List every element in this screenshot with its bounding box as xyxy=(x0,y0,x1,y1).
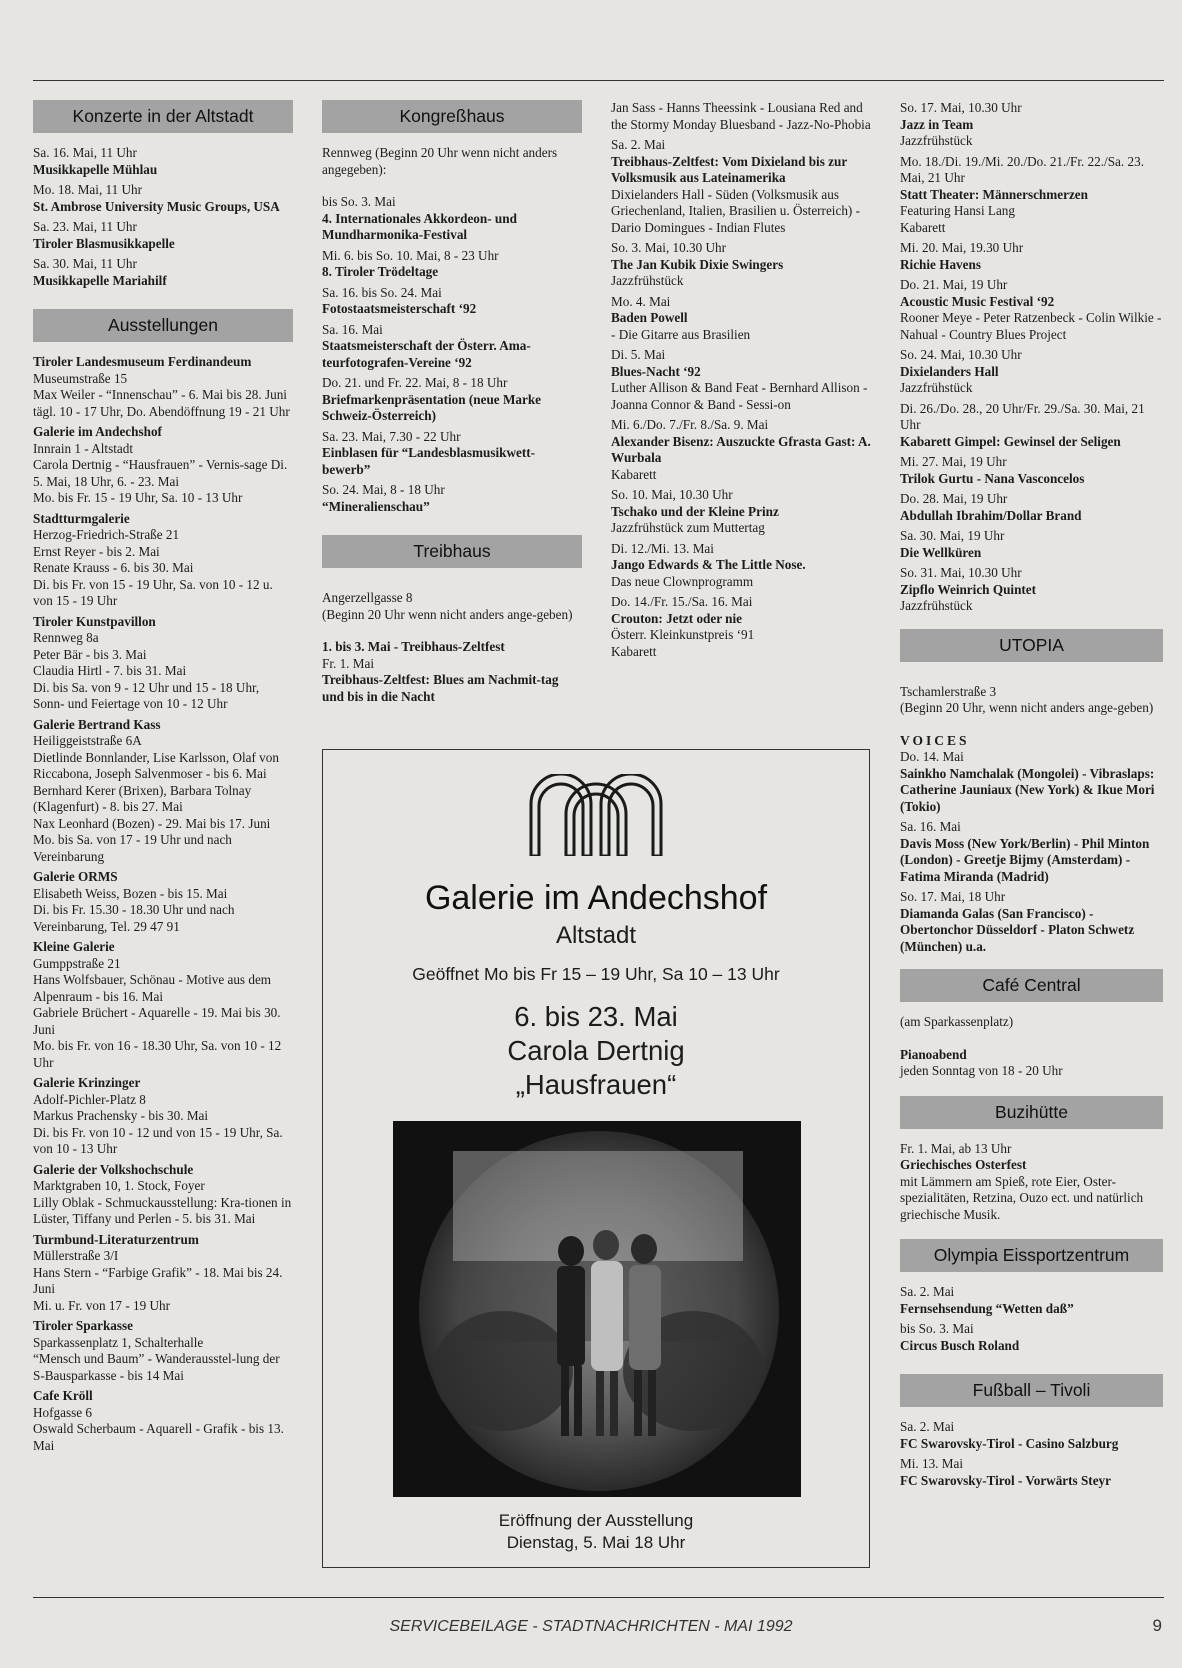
exhibition-entry xyxy=(33,939,293,1071)
event-title: 8. Tiroler Trödeltage xyxy=(322,264,439,279)
col3-lead: Jan Sass - Hanns Theessink - Lousiana Red and the Stormy Monday Bluesband - Jazz-No-Phobia xyxy=(611,100,871,132)
section-header-ausstellungen: Ausstellungen xyxy=(33,309,293,342)
exhibition-detail: Gabriele Brüchert - Aquarelle - 19. Mai bis 30. Juni xyxy=(33,1005,281,1037)
event-date: So. 3. Mai, 10.30 Uhr xyxy=(611,240,727,255)
event-date: Di. 5. Mai xyxy=(611,347,666,362)
event-date: Sa. 2. Mai xyxy=(900,1284,955,1299)
event-date: Mi. 27. Mai, 19 Uhr xyxy=(900,454,1007,469)
event-entry xyxy=(322,429,582,479)
event-title: Abdullah Ibrahim/Dollar Brand xyxy=(900,507,1082,523)
event-title: FC Swarovsky-Tirol - Casino Salzburg xyxy=(900,1435,1119,1451)
event-title: Briefmarkenpräsentation (neue Marke Schweiz-Österreich) xyxy=(322,391,542,423)
exhibition-entry xyxy=(33,1388,293,1454)
event-entry xyxy=(900,1419,1163,1452)
event-entry xyxy=(900,1284,1163,1317)
kongresshaus-intro: Rennweg (Beginn 20 Uhr wenn nicht anders angegeben): xyxy=(322,145,558,177)
exhibition-venue: Galerie der Volkshochschule xyxy=(33,1161,194,1177)
exhibition-detail: Mo. bis Fr. von 16 - 18.30 Uhr, Sa. von 10 - 12 Uhr xyxy=(33,1038,282,1070)
exhibition-detail: Markus Prachensky - bis 30. Mai xyxy=(33,1108,209,1123)
event-date: Sa. 30. Mai, 11 Uhr xyxy=(33,256,137,271)
exhibition-detail: Oswald Scherbaum - Aquarell - Grafik - bis 13. Mai xyxy=(33,1421,284,1453)
exhibition-detail: Nax Leonhard (Bozen) - 29. Mai bis 17. Juni xyxy=(33,815,271,831)
event-detail: Kabarett xyxy=(611,643,657,659)
event-entry xyxy=(900,528,1163,561)
column-2 xyxy=(322,100,582,709)
exhibition-detail: Mi. u. Fr. von 17 - 19 Uhr xyxy=(33,1297,171,1313)
event-title: Circus Busch Roland xyxy=(900,1337,1020,1353)
photo-illustration xyxy=(393,1121,801,1497)
page-number: 9 xyxy=(1152,1616,1162,1635)
exhibition-venue: Turmbund-Literaturzentrum xyxy=(33,1231,199,1247)
event-date: bis So. 3. Mai xyxy=(900,1321,974,1336)
exhibition-detail: tägl. 10 - 17 Uhr, Do. Abendöffnung 19 - 21 Uhr xyxy=(33,403,290,419)
exhibition-entry xyxy=(33,869,293,935)
exhibition-venue: Galerie ORMS xyxy=(33,869,118,884)
exhibition-detail: Max Weiler - “Innenschau” - 6. Mai bis 28. Juni xyxy=(33,387,287,402)
fussball-list xyxy=(900,1419,1163,1489)
event-title: Tschako und der Kleine Prinz xyxy=(611,503,779,519)
event-title: 4. Internationales Akkordeon- und Mundharmonika-Festival xyxy=(322,210,517,242)
exhibition-photo xyxy=(393,1121,801,1497)
exhibition-detail: Peter Bär - bis 3. Mai xyxy=(33,646,147,662)
event-date: Mi. 13. Mai xyxy=(900,1456,964,1471)
utopia-note: (Beginn 20 Uhr, wenn nicht anders ange-geben) xyxy=(900,700,1154,715)
event-date: Sa. 2. Mai xyxy=(900,1419,955,1434)
exhibition-entry xyxy=(33,717,293,866)
event-detail: Jazzfrühstück xyxy=(611,273,684,288)
top-rule xyxy=(33,80,1164,81)
event-detail: Featuring Hansi Lang xyxy=(900,203,1015,218)
event-date: Mo. 18./Di. 19./Mi. 20./Do. 21./Fr. 22./Sa. 23. Mai, 21 Uhr xyxy=(900,153,1144,185)
event-detail: Jazzfrühstück xyxy=(900,133,973,148)
exhibition-detail: Renate Krauss - 6. bis 30. Mai xyxy=(33,560,194,575)
event-title: Baden Powell xyxy=(611,310,688,325)
exhibition-detail: Bernhard Kerer (Brixen), Barbara Tolnay (Klagenfurt) - 8. bis 27. Mai xyxy=(33,782,252,814)
event-entry xyxy=(33,145,293,178)
section-header-buzihuette: Buzihütte xyxy=(900,1096,1163,1129)
event-entry xyxy=(611,487,873,537)
exhibition-venue: Cafe Kröll xyxy=(33,1388,93,1403)
event-entry xyxy=(900,347,1163,397)
event-entry xyxy=(322,248,582,281)
ad-hours: Geöffnet Mo bis Fr 15 – 19 Uhr, Sa 10 – 13 Uhr xyxy=(412,964,780,984)
event-entry xyxy=(322,375,582,425)
event-entry xyxy=(900,1321,1163,1354)
ad-opening-line-2: Dienstag, 5. Mai 18 Uhr xyxy=(506,1533,686,1552)
exhibition-entry xyxy=(33,424,293,507)
exhibition-detail: Museumstraße 15 xyxy=(33,370,128,386)
event-title: Kabarett Gimpel: Gewinsel der Seligen xyxy=(900,433,1121,449)
event-date: Mo. 4. Mai xyxy=(611,293,671,309)
event-entry xyxy=(611,240,873,290)
ausstellungen-list xyxy=(33,354,293,1454)
event-date: Mi. 20. Mai, 19.30 Uhr xyxy=(900,240,1024,255)
event-entry xyxy=(900,401,1163,451)
section-header-utopia: UTOPIA xyxy=(900,629,1163,662)
event-title: Treibhaus-Zeltfest: Blues am Nachmit-tag und bis in die Nacht xyxy=(322,672,559,704)
exhibition-venue: Kleine Galerie xyxy=(33,939,115,954)
konzerte-list xyxy=(33,145,293,289)
event-date: So. 24. Mai, 8 - 18 Uhr xyxy=(322,482,445,497)
exhibition-detail: Heiliggeiststraße 6A xyxy=(33,733,142,748)
exhibition-detail: Carola Dertnig - “Hausfrauen” - Vernis-sage Di. 5. Mai, 18 Uhr, 6. - 23. Mai xyxy=(33,457,288,489)
col4-list xyxy=(900,100,1163,615)
event-title: Tiroler Blasmusikkapelle xyxy=(33,235,175,251)
event-date: Do. 21. Mai, 19 Uhr xyxy=(900,277,1008,292)
exhibition-detail: Di. bis Sa. von 9 - 12 Uhr und 15 - 18 Uhr, Sonn- und Feiertage von 10 - 12 Uhr xyxy=(33,679,260,711)
utopia-lineup: Sainkho Namchalak (Mongolei) - Vibraslaps: Catherine Jauniaux (New York) & Ikue Mori (Tokio) xyxy=(900,765,1155,814)
footer-text: SERVICEBEILAGE - STADTNACHRICHTEN - MAI 1992 xyxy=(389,1618,793,1635)
event-detail: Jazzfrühstück xyxy=(900,380,973,395)
ad-title: Galerie im Andechshof xyxy=(424,879,768,917)
exhibition-venue: Tiroler Sparkasse xyxy=(33,1318,134,1333)
event-date: Do. 21. und Fr. 22. Mai, 8 - 18 Uhr xyxy=(322,375,508,390)
exhibition-venue: Galerie Bertrand Kass xyxy=(33,716,161,732)
utopia-list xyxy=(900,749,1163,955)
utopia-date: So. 17. Mai, 18 Uhr xyxy=(900,889,1006,904)
event-date: Fr. 1. Mai xyxy=(322,655,375,671)
utopia-address: Tschamlerstraße 3 xyxy=(900,683,997,699)
event-entry xyxy=(611,594,873,660)
column-1 xyxy=(33,100,293,1458)
exhibition-entry xyxy=(33,511,293,610)
buzihuette-date: Fr. 1. Mai, ab 13 Uhr xyxy=(900,1140,1012,1156)
exhibition-entry xyxy=(33,1232,293,1315)
event-entry xyxy=(900,154,1163,237)
event-entry xyxy=(322,322,582,372)
event-title: Richie Havens xyxy=(900,256,981,272)
exhibition-venue: Galerie im Andechshof xyxy=(33,424,162,439)
event-detail: Österr. Kleinkunstpreis ‘91 xyxy=(611,627,755,642)
cafe-central-time: jeden Sonntag von 18 - 20 Uhr xyxy=(900,1063,1063,1078)
event-date: So. 10. Mai, 10.30 Uhr xyxy=(611,487,733,502)
utopia-entry xyxy=(900,749,1163,815)
utopia-entry xyxy=(900,889,1163,955)
event-title: Staatsmeisterschaft der Österr. Ama-teurfotografen-Vereine ‘92 xyxy=(322,338,531,370)
ad-subtitle: Altstadt xyxy=(555,922,637,949)
event-title: Crouton: Jetzt oder nie xyxy=(611,610,742,626)
event-date: Sa. 30. Mai, 19 Uhr xyxy=(900,528,1005,543)
event-date: Sa. 23. Mai, 11 Uhr xyxy=(33,219,137,234)
exhibition-detail: Hofgasse 6 xyxy=(33,1404,92,1420)
exhibition-entry xyxy=(33,1162,293,1228)
exhibition-detail: Ernst Reyer - bis 2. Mai xyxy=(33,543,160,559)
gallery-arches-logo xyxy=(527,774,665,856)
column-4 xyxy=(900,100,1163,1493)
event-title: Fernsehsendung “Wetten daß” xyxy=(900,1300,1074,1316)
event-date: Sa. 16. Mai xyxy=(322,321,383,337)
buzihuette-title: Griechisches Osterfest xyxy=(900,1157,1027,1172)
event-date: So. 24. Mai, 10.30 Uhr xyxy=(900,347,1022,362)
exhibition-detail: Innrain 1 - Altstadt xyxy=(33,440,133,456)
exhibition-entry xyxy=(33,1075,293,1158)
event-entry xyxy=(611,294,873,344)
event-entry xyxy=(33,219,293,252)
event-title: Statt Theater: Männerschmerzen xyxy=(900,186,1088,202)
utopia-entry xyxy=(900,819,1163,885)
event-date: Sa. 16. Mai, 11 Uhr xyxy=(33,145,137,160)
event-detail: Luther Allison & Band Feat - Bernhard Allison - Joanna Connor & Band - Sessi-on xyxy=(611,380,868,412)
event-date: Mi. 6./Do. 7./Fr. 8./Sa. 9. Mai xyxy=(611,417,769,432)
event-title: Blues-Nacht ‘92 xyxy=(611,363,701,379)
section-header-konzerte: Konzerte in der Altstadt xyxy=(33,100,293,133)
exhibition-venue: Tiroler Landesmuseum Ferdinandeum xyxy=(33,354,252,369)
exhibition-entry xyxy=(33,614,293,713)
treibhaus-list xyxy=(322,656,582,706)
event-title: The Jan Kubik Dixie Swingers xyxy=(611,256,784,272)
event-title: Die Wellküren xyxy=(900,544,982,560)
ad-dates: 6. bis 23. Mai xyxy=(514,1001,678,1032)
exhibition-detail: Hans Wolfsbauer, Schönau - Motive aus dem Alpenraum - bis 16. Mai xyxy=(33,972,272,1004)
event-entry xyxy=(900,565,1163,615)
exhibition-venue: Galerie Krinzinger xyxy=(33,1075,141,1090)
exhibition-detail: Adolf-Pichler-Platz 8 xyxy=(33,1091,146,1107)
event-date: So. 31. Mai, 10.30 Uhr xyxy=(900,565,1022,580)
exhibition-detail: Gumppstraße 21 xyxy=(33,955,121,971)
event-title: Zipflo Weinrich Quintet xyxy=(900,581,1037,597)
event-date: Mo. 18. Mai, 11 Uhr xyxy=(33,182,143,197)
event-entry xyxy=(322,482,582,515)
event-entry xyxy=(322,194,582,244)
exhibition-detail: Mo. bis Sa. von 17 - 19 Uhr und nach Vereinbarung xyxy=(33,832,232,864)
event-detail: Jazzfrühstück zum Muttertag xyxy=(611,520,765,535)
event-detail: Das neue Clownprogramm xyxy=(611,573,754,589)
event-date: Di. 26./Do. 28., 20 Uhr/Fr. 29./Sa. 30. Mai, 21 Uhr xyxy=(900,400,1145,432)
event-entry xyxy=(900,277,1163,343)
event-entry xyxy=(611,347,873,413)
exhibition-detail: Müllerstraße 3/I xyxy=(33,1248,119,1263)
event-detail: Rooner Meye - Peter Ratzenbeck - Colin Wilkie - Nahual - Country Blues Project xyxy=(900,310,1162,342)
section-header-cafe-central: Café Central xyxy=(900,969,1163,1002)
event-entry xyxy=(322,656,582,706)
exhibition-detail: Herzog-Friedrich-Straße 21 xyxy=(33,527,180,542)
section-header-kongresshaus: Kongreßhaus xyxy=(322,100,582,133)
utopia-lineup: Diamanda Galas (San Francisco) - Obertonchor Düsseldorf - Platon Schwetz (München) u.a. xyxy=(900,905,1135,954)
event-entry xyxy=(322,285,582,318)
event-date: Sa. 2. Mai xyxy=(611,137,666,152)
col3-list xyxy=(611,137,873,660)
ad-opening-line-1: Eröffnung der Ausstellung xyxy=(498,1511,694,1530)
kongresshaus-list xyxy=(322,194,582,515)
section-header-fussball: Fußball – Tivoli xyxy=(900,1374,1163,1407)
olympia-list xyxy=(900,1284,1163,1354)
exhibition-venue: Stadtturmgalerie xyxy=(33,510,130,526)
exhibition-entry xyxy=(33,354,293,420)
exhibition-detail: Elisabeth Weiss, Bozen - bis 15. Mai xyxy=(33,885,228,901)
treibhaus-note: (Beginn 20 Uhr wenn nicht anders ange-geben) xyxy=(322,606,573,622)
event-entry xyxy=(900,240,1163,273)
exhibition-detail: Hans Stern - “Farbige Grafik” - 18. Mai bis 24. Juni xyxy=(33,1264,283,1296)
exhibition-detail: Di. bis Fr. von 10 - 12 und von 15 - 19 Uhr, Sa. von 10 - 13 Uhr xyxy=(33,1124,283,1156)
event-date: Do. 28. Mai, 19 Uhr xyxy=(900,491,1008,506)
event-entry xyxy=(611,137,873,236)
event-title: Jazz in Team xyxy=(900,116,974,132)
ad-artist: Carola Dertnig xyxy=(507,1035,685,1066)
exhibition-detail: Di. bis Fr. von 15 - 19 Uhr, Sa. von 10 - 12 u. von 15 - 19 Uhr xyxy=(33,576,273,608)
column-3 xyxy=(611,100,873,664)
exhibition-detail: Lilly Oblak - Schmuckausstellung: Kra-tionen in Lüster, Tiffany und Perlen - 5. bis 31. Mai xyxy=(33,1194,292,1226)
exhibition-detail: Dietlinde Bonnlander, Lise Karlsson, Olaf von Riccabona, Joseph Salvenmoser - bis 6. Mai xyxy=(33,749,279,781)
cafe-central-location: (am Sparkassenplatz) xyxy=(900,1014,1014,1029)
utopia-date: Do. 14. Mai xyxy=(900,749,964,764)
event-date: Mi. 6. bis So. 10. Mai, 8 - 23 Uhr xyxy=(322,247,499,263)
event-date: Sa. 16. bis So. 24. Mai xyxy=(322,284,442,300)
event-title: Acoustic Music Festival ‘92 xyxy=(900,293,1055,309)
event-detail: - Die Gitarre aus Brasilien xyxy=(611,326,751,342)
voices-heading: VOICES xyxy=(900,732,970,748)
exhibition-detail: Claudia Hirtl - 7. bis 31. Mai xyxy=(33,663,187,678)
event-entry xyxy=(611,541,873,591)
event-title: Einblasen für “Landesblasmusikwett-bewerb” xyxy=(322,445,536,477)
utopia-lineup: Davis Moss (New York/Berlin) - Phil Minton (London) - Greetje Bijmy (Amsterdam) - Fatima Miranda (Madrid) xyxy=(900,835,1150,884)
event-title: “Mineralienschau” xyxy=(322,498,430,514)
event-title: Fotostaatsmeisterschaft ‘92 xyxy=(322,301,477,316)
event-title: Dixielanders Hall xyxy=(900,363,999,379)
event-detail: Kabarett xyxy=(900,219,946,235)
event-date: Do. 14./Fr. 15./Sa. 16. Mai xyxy=(611,594,753,609)
event-title: St. Ambrose University Music Groups, USA xyxy=(33,198,280,214)
event-entry xyxy=(900,454,1163,487)
event-date: Sa. 23. Mai, 7.30 - 22 Uhr xyxy=(322,428,461,444)
event-title: Musikkapelle Mühlau xyxy=(33,161,158,177)
exhibition-detail: Mo. bis Fr. 15 - 19 Uhr, Sa. 10 - 13 Uhr xyxy=(33,490,243,505)
section-header-treibhaus: Treibhaus xyxy=(322,535,582,568)
event-title: Trilok Gurtu - Nana Vasconcelos xyxy=(900,470,1085,486)
event-detail: Dixielanders Hall - Süden (Volksmusik aus Griechenland, Italien, Brasilien u. Österreich) - Dario Domingues - Indian Flutes xyxy=(611,186,860,235)
event-title: Treibhaus-Zeltfest: Vom Dixieland bis zur Volksmusik aus Lateinamerika xyxy=(611,153,847,185)
cafe-central-title: Pianoabend xyxy=(900,1046,967,1062)
exhibition-detail: Marktgraben 10, 1. Stock, Foyer xyxy=(33,1178,205,1193)
utopia-date: Sa. 16. Mai xyxy=(900,819,961,834)
ad-work-title: „Hausfrauen“ xyxy=(515,1069,677,1100)
event-title: Musikkapelle Mariahilf xyxy=(33,272,167,288)
event-entry xyxy=(33,182,293,215)
exhibition-detail: Di. bis Fr. 15.30 - 18.30 Uhr und nach Vereinbarung, Tel. 29 47 91 xyxy=(33,902,235,934)
exhibition-detail: “Mensch und Baum” - Wanderausstel-lung der S-Bausparkasse - bis 14 Mai xyxy=(33,1351,280,1383)
exhibition-entry xyxy=(33,1318,293,1384)
exhibition-detail: Rennweg 8a xyxy=(33,630,99,645)
event-entry xyxy=(900,491,1163,524)
exhibition-detail: Sparkassenplatz 1, Schalterhalle xyxy=(33,1334,204,1350)
section-header-olympia: Olympia Eissportzentrum xyxy=(900,1239,1163,1272)
buzihuette-desc: mit Lämmern am Spieß, rote Eier, Oster-spezialitäten, Retzina, Ouzo ect. und natürlich griechische Musik. xyxy=(900,1173,1144,1222)
event-detail: Jazzfrühstück xyxy=(900,598,973,613)
treibhaus-highlight: 1. bis 3. Mai - Treibhaus-Zeltfest xyxy=(322,639,505,654)
gallery-advertisement xyxy=(322,749,870,1568)
treibhaus-address: Angerzellgasse 8 xyxy=(322,590,413,605)
bottom-rule xyxy=(33,1597,1164,1598)
event-title: Jango Edwards & The Little Nose. xyxy=(611,557,806,572)
event-title: Alexander Bisenz: Auszuckte Gfrasta Gast: A. Wurbala xyxy=(611,433,871,465)
event-date: Di. 12./Mi. 13. Mai xyxy=(611,540,714,556)
event-date: bis So. 3. Mai xyxy=(322,194,396,209)
event-entry xyxy=(900,1456,1163,1489)
exhibition-venue: Tiroler Kunstpavillon xyxy=(33,613,156,629)
event-date: So. 17. Mai, 10.30 Uhr xyxy=(900,100,1022,115)
event-title: FC Swarovsky-Tirol - Vorwärts Steyr xyxy=(900,1472,1111,1488)
event-detail: Kabarett xyxy=(611,466,657,482)
event-entry xyxy=(33,256,293,289)
event-entry xyxy=(611,417,873,483)
event-entry xyxy=(900,100,1163,150)
